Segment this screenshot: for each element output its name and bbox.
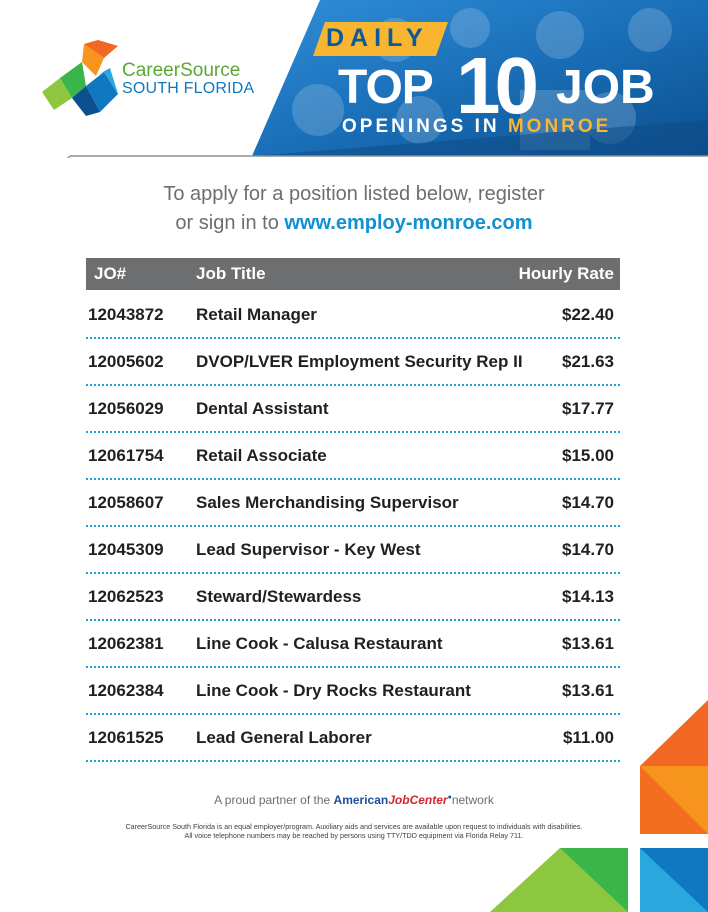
row-title: Steward/Stewardess bbox=[196, 587, 362, 606]
intro-line1: To apply for a position listed below, register bbox=[163, 183, 545, 205]
header-hourly-rate: Hourly Rate bbox=[518, 264, 614, 283]
row-jo: 12058607 bbox=[88, 493, 164, 512]
header-job-title: Job Title bbox=[196, 264, 266, 283]
row-title: DVOP/LVER Employment Security Rep II bbox=[196, 352, 523, 371]
partner-line: A proud partner of the AmericanJobCenter●network bbox=[214, 793, 494, 807]
row-title: Retail Manager bbox=[196, 305, 317, 324]
intro-line2-prefix: or sign in to bbox=[175, 212, 285, 234]
table-row bbox=[86, 385, 620, 433]
banner-top: TOP bbox=[338, 61, 433, 114]
disclaimer bbox=[0, 822, 708, 840]
row-jo: 12061754 bbox=[88, 446, 164, 465]
row-rate: $14.13 bbox=[562, 587, 614, 606]
row-title: Lead General Laborer bbox=[196, 728, 372, 747]
banner-job: JOB bbox=[556, 61, 655, 114]
row-title: Dental Assistant bbox=[196, 399, 329, 418]
banner-location: MONROE bbox=[507, 116, 612, 137]
row-jo: 12045309 bbox=[88, 540, 164, 559]
table-row bbox=[86, 526, 620, 574]
ajc-american: American bbox=[333, 793, 389, 807]
row-rate: $13.61 bbox=[562, 634, 614, 653]
careersource-logo-mark bbox=[42, 40, 118, 116]
row-title: Sales Merchandising Supervisor bbox=[196, 493, 459, 512]
row-title: Line Cook - Dry Rocks Restaurant bbox=[196, 681, 471, 700]
banner-openings-prefix: OPENINGS IN bbox=[342, 116, 508, 137]
table-header bbox=[86, 258, 620, 290]
intro-text bbox=[0, 180, 708, 238]
header-jo: JO# bbox=[94, 264, 127, 283]
row-jo: 12043872 bbox=[88, 305, 164, 324]
banner-diagonal-line bbox=[0, 156, 70, 158]
row-jo: 12056029 bbox=[88, 399, 164, 418]
row-title: Retail Associate bbox=[196, 446, 327, 465]
partner-prefix: A proud partner of the bbox=[214, 793, 334, 807]
row-jo: 12062523 bbox=[88, 587, 164, 606]
row-jo: 12062381 bbox=[88, 634, 164, 653]
row-title: Lead Supervisor - Key West bbox=[196, 540, 421, 559]
row-rate: $11.00 bbox=[562, 728, 614, 747]
banner-ten: 10 bbox=[456, 41, 533, 130]
partner-suffix: network bbox=[451, 793, 494, 807]
apply-url-link[interactable]: www.employ-monroe.com bbox=[284, 212, 533, 234]
table-row bbox=[86, 338, 620, 386]
banner-daily: DAILY bbox=[326, 24, 429, 52]
row-rate: $13.61 bbox=[562, 681, 614, 700]
table-row bbox=[86, 479, 620, 527]
row-rate: $14.70 bbox=[562, 493, 614, 512]
row-rate: $17.77 bbox=[562, 399, 614, 418]
row-title: Line Cook - Calusa Restaurant bbox=[196, 634, 443, 653]
row-jo: 12062384 bbox=[88, 681, 164, 700]
row-jo: 12005602 bbox=[88, 352, 164, 371]
ajc-job-center: JobCenter bbox=[388, 793, 448, 807]
disclaimer-line2: All voice telephone numbers may be reached by persons using TTY/TDD equipment via Florida Relay 711. bbox=[184, 831, 524, 840]
intro-line2 bbox=[0, 209, 708, 238]
table-row bbox=[86, 291, 620, 339]
banner-openings bbox=[342, 116, 611, 138]
table-row bbox=[86, 573, 620, 621]
table-row bbox=[86, 620, 620, 668]
row-jo: 12061525 bbox=[88, 728, 164, 747]
row-rate: $22.40 bbox=[562, 305, 614, 324]
row-rate: $14.70 bbox=[562, 540, 614, 559]
table-row bbox=[86, 432, 620, 480]
disclaimer-line1: CareerSource South Florida is an equal employer/program. Auxiliary aids and services are available upon request to individuals with disabilities. bbox=[125, 822, 583, 831]
row-rate: $21.63 bbox=[562, 352, 614, 371]
row-rate: $15.00 bbox=[562, 446, 614, 465]
logo-text-south-florida: SOUTH FLORIDA bbox=[122, 80, 255, 97]
logo-text-careersource: CareerSource bbox=[122, 60, 241, 81]
